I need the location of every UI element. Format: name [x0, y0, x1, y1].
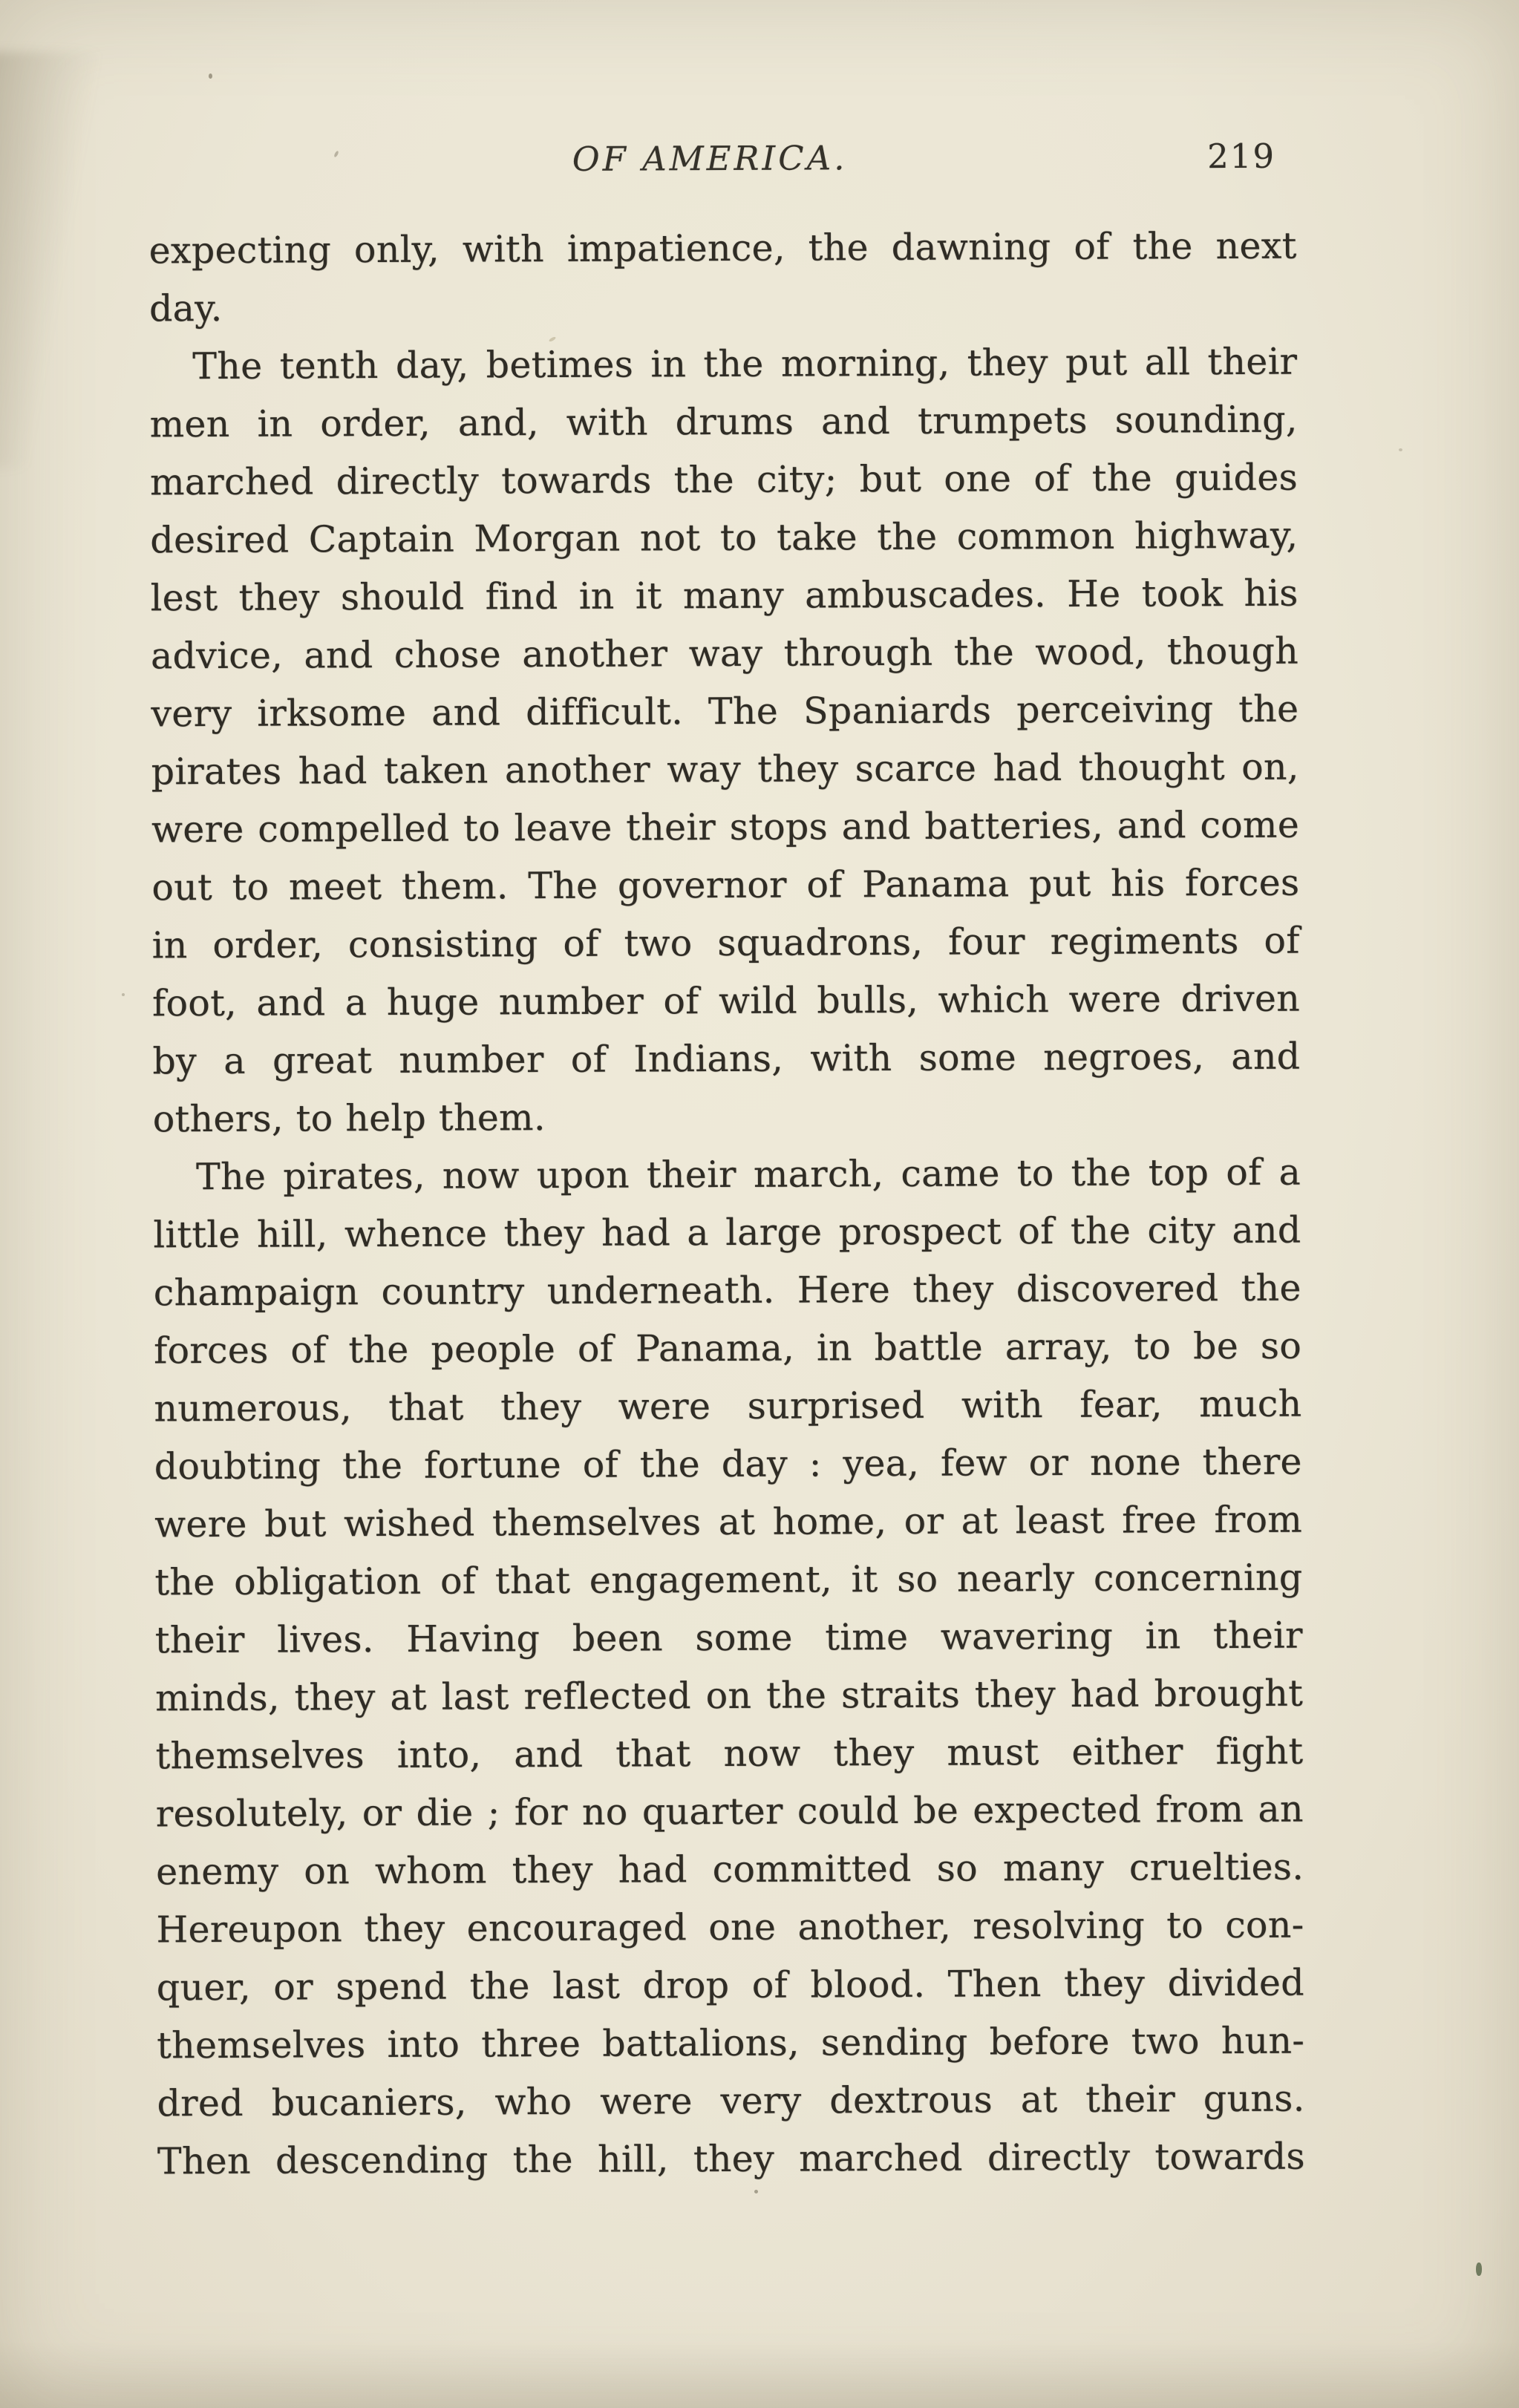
text-line: their lives. Having been some time wavering in their — [154, 1614, 1303, 1662]
page-body — [148, 217, 1305, 2191]
text-line: expecting only, with impatience, the dawning of the next — [148, 224, 1297, 272]
text-line: the obligation of that engagement, it so nearly concerning — [154, 1556, 1303, 1604]
text-line: were compelled to leave their stops and batteries, and come — [151, 803, 1300, 851]
text-line: Then descending the hill, they marched directly towards — [157, 2135, 1305, 2183]
text-line: desired Captain Morgan not to take the common highway, — [150, 514, 1298, 562]
text-line: numerous, that they were surprised with fear, much — [154, 1382, 1302, 1430]
page-edge-shadow — [0, 2341, 1519, 2408]
printed-area — [148, 136, 1305, 2191]
paragraph — [153, 1144, 1305, 2191]
text-line: quer, or spend the last drop of blood. Then they divided — [156, 1961, 1304, 2009]
text-line: themselves into, and that now they must either fight — [155, 1730, 1304, 1778]
text-line: doubting the fortune of the day : yea, few or none there — [154, 1440, 1302, 1488]
text-line: Hereupon they encouraged one another, resolving to con- — [156, 1903, 1304, 1951]
text-line: The tenth day, betimes in the morning, they put all their — [192, 340, 1298, 388]
paper-speck — [1476, 2263, 1482, 2276]
text-line: were but wished themselves at home, or at least free from — [154, 1498, 1303, 1546]
page-header — [148, 136, 1296, 183]
text-line: marched directly towards the city; but one of the guides — [149, 456, 1298, 504]
text-line: enemy on whom they had committed so many cruelties. — [156, 1845, 1304, 1894]
text-line: advice, and chose another way through the wood, though — [150, 629, 1299, 678]
text-line: men in order, and, with drums and trumpets sounding, — [149, 398, 1298, 446]
text-line: lest they should find in it many ambuscades. He took his — [150, 572, 1298, 620]
text-line: champaign country underneath. Here they discovered the — [153, 1266, 1301, 1315]
text-line: dred bucaniers, who were very dextrous at their guns. — [157, 2077, 1305, 2125]
text-line: foot, and a huge number of wild bulls, which were driven — [151, 977, 1301, 1025]
running-title: OF AMERICA. — [572, 138, 848, 179]
paper-speck — [754, 2190, 758, 2193]
text-line: resolutely, or die ; for no quarter could be expected from an — [155, 1787, 1304, 1836]
paragraph — [148, 217, 1297, 338]
paper-speck — [209, 73, 212, 79]
paragraph — [149, 333, 1301, 1149]
text-line: pirates had taken another way they scarce had thought on, — [151, 745, 1299, 794]
paper-speck — [1399, 448, 1402, 451]
paper-speck — [122, 993, 125, 996]
text-line: day. — [148, 287, 223, 330]
text-line: little hill, whence they had a large prospect of the city and — [153, 1208, 1301, 1257]
text-line: out to meet them. The governor of Panama put his forces — [151, 861, 1300, 909]
text-line: by a great number of Indians, with some negroes, and — [152, 1035, 1301, 1083]
page-number: 219 — [1207, 136, 1276, 177]
text-line: themselves into three battalions, sending before two hun- — [157, 2019, 1305, 2067]
text-line: others, to help them. — [152, 1096, 546, 1141]
text-line: forces of the people of Panama, in battle array, to be so — [153, 1324, 1302, 1373]
text-line: The pirates, now upon their march, came to the top of a — [195, 1151, 1301, 1199]
page-crease-shadow — [0, 52, 104, 468]
text-line: very irksome and difficult. The Spaniards perceiving the — [151, 687, 1299, 736]
text-line: in order, consisting of two squadrons, four regiments of — [151, 919, 1300, 967]
text-line: minds, they at last reflected on the straits they had brought — [155, 1672, 1304, 1720]
